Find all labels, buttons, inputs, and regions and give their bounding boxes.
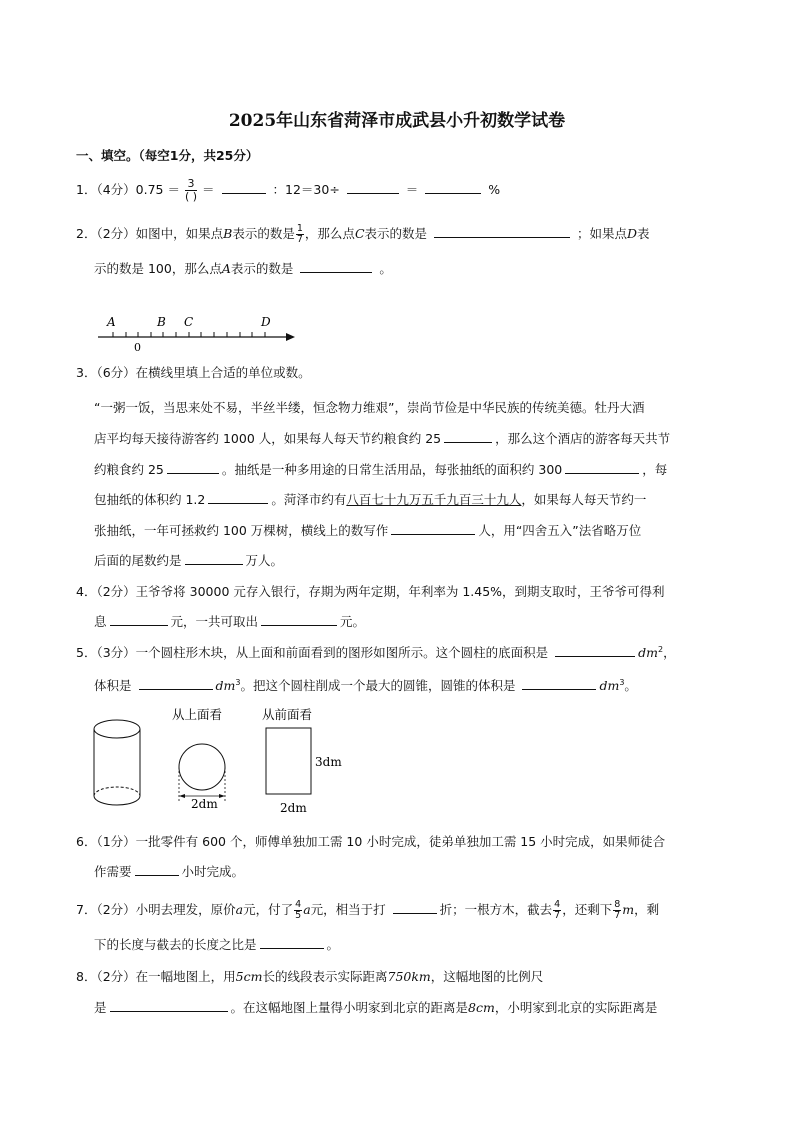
- question-3-line6: 张抽纸，一年可拯救约 100 万棵树，横线上的数写作 人，用“四舍五入”法省略万位: [94, 523, 642, 538]
- answer-blank[interactable]: [208, 491, 268, 504]
- point-a-label: A: [107, 315, 116, 329]
- answer-blank[interactable]: [135, 863, 179, 876]
- exam-title: 2025年山东省菏泽市成武县小升初数学试卷: [228, 111, 566, 131]
- answer-blank[interactable]: [110, 999, 228, 1012]
- answer-blank[interactable]: [261, 613, 337, 626]
- answer-blank[interactable]: [260, 936, 324, 949]
- answer-blank[interactable]: [565, 461, 639, 474]
- question-3-line5: 包抽纸的体积约 1.2 。菏泽市约有八百七十九万五千九百三十九人，如果每人每天节约一: [94, 492, 647, 507]
- q7-fraction-2: $\frac{4}{7}$: [554, 899, 561, 921]
- answer-blank[interactable]: [139, 677, 213, 690]
- question-5: 5．（3分）一个圆柱形木块，从上面和前面看到的图形如图所示。这个圆柱的底面积是 $dm^2$，: [76, 644, 676, 660]
- answer-blank[interactable]: [110, 613, 168, 626]
- answer-blank[interactable]: [444, 430, 492, 443]
- question-7: 7．（2分）小明去理发，原价a元，付了 $\frac{4}{5}$ a元，相当于打 折；一根方木，截去 $\frac{4}{7}$ ，还剩下 $\frac{8}{7}$ m，剩: [76, 899, 660, 921]
- section-heading: 一、填空。（每空1分，共25分）: [76, 148, 259, 163]
- question-6-line2: 作需要 小时完成。: [94, 864, 245, 879]
- point-b-label: B: [157, 315, 166, 329]
- question-7-line2: 下的长度与截去的长度之比是 。: [94, 937, 340, 952]
- q7-fraction-3: $\frac{8}{7}$: [614, 899, 621, 921]
- answer-blank[interactable]: [300, 260, 372, 273]
- answer-blank[interactable]: [167, 461, 219, 474]
- question-3-line3: 店平均每天接待游客约 1000 人，如果每人每天节约粮食约 25 ，那么这个酒店的游客每天共节: [94, 431, 671, 446]
- answer-blank[interactable]: [555, 644, 635, 657]
- question-6: 6．（1分）一批零件有 600 个，师傅单独加工需 10 小时完成，徒弟单独加工需 15 小时完成，如果师徒合: [76, 834, 666, 849]
- number-line-figure: [94, 308, 304, 354]
- point-c-label: C: [184, 315, 194, 329]
- front-view-width: 2dm: [280, 801, 307, 815]
- answer-blank[interactable]: [425, 181, 481, 194]
- point-d-label: D: [261, 315, 271, 329]
- question-2-line2: 示的数是 100，那么点A表示的数是 。: [94, 261, 392, 276]
- answer-blank[interactable]: [434, 225, 570, 238]
- question-4: 4．（2分）王爷爷将 30000 元存入银行，存期为两年定期，年利率为 1.45%，到期支取时，王爷爷可得利: [76, 584, 665, 599]
- question-1: 1．（4分）0.75 ＝ $\frac{3}{( )}$ ＝ ：12＝30÷ ＝ %: [76, 177, 501, 203]
- question-8-line2: 是 。在这幅地图上量得小明家到北京的距离是8cm，小明家到北京的实际距离是: [94, 1000, 658, 1015]
- q7-fraction-1: $\frac{4}{5}$: [295, 899, 302, 921]
- answer-blank[interactable]: [393, 901, 437, 914]
- question-3: 3．（6分）在横线里填上合适的单位或数。: [76, 365, 311, 380]
- question-5-line2: 体积是 $dm^3$。把这个圆柱削成一个最大的圆锥，圆锥的体积是 $dm^3$。: [94, 677, 637, 693]
- answer-blank[interactable]: [185, 552, 243, 565]
- zero-label: 0: [134, 341, 141, 354]
- q1-prefix: 1．（4分）0.75 ＝: [76, 182, 180, 197]
- top-view-width: 2dm: [191, 797, 218, 811]
- question-8: 8．（2分）在一幅地图上，用5cm长的线段表示实际距离750km，这幅地图的比例尺: [76, 969, 544, 984]
- question-4-line2: 息 元，一共可取出 元。: [94, 614, 366, 629]
- front-view-height: 3dm: [315, 755, 342, 769]
- question-3-line2: “一粥一饭，当思来处不易，半丝半缕，恒念物力维艰”，崇尚节俭是中华民族的传统美德。牡丹大酒: [94, 400, 645, 415]
- cylinder-figure: [90, 700, 360, 818]
- answer-blank[interactable]: [522, 677, 596, 690]
- q2-fraction: $\frac{1}{7}$: [296, 223, 303, 245]
- front-view-label: 从前面看: [262, 707, 313, 722]
- top-view-label: 从上面看: [172, 707, 223, 722]
- question-3-line4: 约粮食约 25 。抽纸是一种多用途的日常生活用品，每张抽纸的面积约 300 ，每: [94, 462, 668, 477]
- q1-fraction: $\frac{3}{( )}$: [184, 177, 198, 203]
- answer-blank[interactable]: [222, 181, 266, 194]
- answer-blank[interactable]: [391, 522, 475, 535]
- question-2: 2．（2分）如图中，如果点B表示的数是 $\frac{1}{7}$ ，那么点C表示的数是 ；如果点D表: [76, 223, 650, 245]
- answer-blank[interactable]: [347, 181, 399, 194]
- question-3-line7: 后面的尾数约是 万人。: [94, 553, 284, 568]
